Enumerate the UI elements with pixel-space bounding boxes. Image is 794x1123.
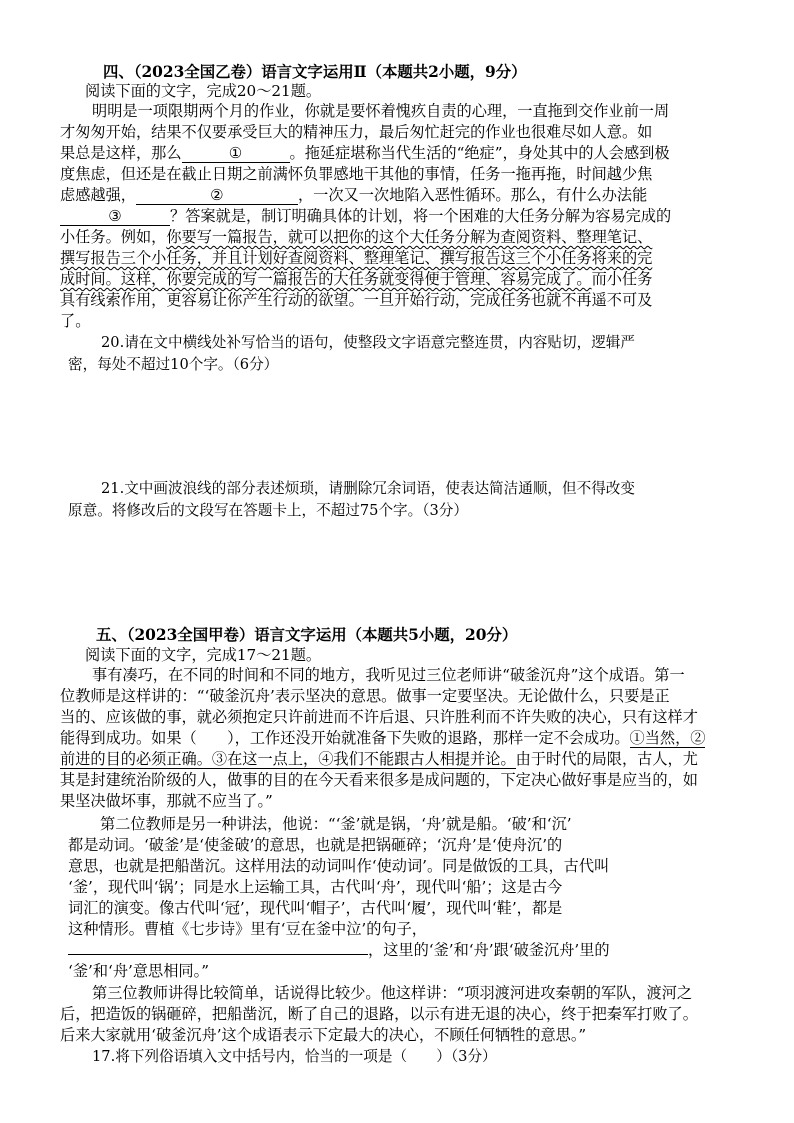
- passage-line: [60, 269, 652, 289]
- passage-line: 其是封建统治阶级的人，做事的目的在今天看来很多是成问题的，下定决心做好事是应当的，如: [60, 771, 698, 789]
- passage-line: [60, 728, 705, 748]
- passage-line: 这种情形。曹植《七步诗》里有‘豆在釜中泣’的句子，: [68, 920, 427, 938]
- section5-heading: 五、（2023全国甲卷）语言文字运用（本题共5小题，20分）: [96, 626, 518, 644]
- passage-line: ‘釜’，现代叫‘锅’；同是水上运输工具，古代叫‘舟’，现代叫‘船’；这是古今: [68, 878, 563, 896]
- question-21-cont: 原意。将修改后的文段写在答题卡上，不超过75个字。（3分）: [68, 502, 468, 519]
- passage-line: 具有线索作用，更容易让你产生行动的欲望。一旦开始行动，完成任务也就不再遥不可及: [60, 291, 653, 309]
- passage-line: 事有凑巧，在不同的时间和不同的地方，我听见过三位老师讲“破釜沉舟”这个成语。第一: [92, 666, 685, 684]
- passage-line: 后，把造饭的锅砸碎，把船凿沉，断了自己的退路，以示有进无退的决心，终于把秦军打败了。: [60, 1005, 698, 1023]
- passage-text: ，一次又一次地陷入恶性循环。那么，有什么办法能: [297, 186, 648, 204]
- underlined-text: ①当然，②: [629, 729, 706, 747]
- wavy-underlined-text: 成时间。这样，你要完成的写一篇报告的大任务就变得便于管理、容易完成了。: [60, 270, 592, 288]
- passage-line: 位教师是这样讲的：“‘破釜沉舟’表示坚决的意思。做事一定要坚决。无论做什么，只要是正: [60, 687, 670, 705]
- section5-intro: 阅读下面的文字，完成17～21题。: [85, 646, 322, 664]
- blank-2[interactable]: ②: [136, 186, 298, 205]
- passage-text: 而小任务: [591, 270, 653, 288]
- passage-line: 词汇的演变。像古代叫‘冠’，现代叫‘帽子’，古代叫‘履’，现代叫‘鞋’，都是: [68, 899, 563, 917]
- passage-text: 能得到成功。如果（ ），工作还没开始就准备下失败的退路，那样一定不会成功。: [60, 729, 630, 747]
- passage-line: 当的、应该做的事，就必须抱定只许前进而不许后退、只许胜利而不许失败的决心，只有这样才: [60, 708, 698, 726]
- blank-3[interactable]: ③: [60, 207, 170, 226]
- blank-1[interactable]: ①: [182, 144, 290, 163]
- passage-text: ，这里的‘釜’和‘舟’跟‘破釜沉舟’里的: [368, 941, 610, 959]
- passage-line: ‘釜’和‘舟’意思相同。”: [68, 962, 209, 980]
- passage-line: [68, 940, 610, 960]
- passage-text: ？答案就是，制订明确具体的计划，将一个困难的大任务分解为容易完成的: [170, 207, 672, 225]
- section4-intro: 阅读下面的文字，完成20～21题。: [85, 82, 322, 100]
- passage-line: 才匆匆开始，结果不仅要承受巨大的精神压力，最后匆忙赶完的作业也很难尽如人意。如: [60, 123, 653, 141]
- passage-line: 第三位教师讲得比较简单，话说得比较少。他这样讲：“项羽渡河进攻秦朝的军队，渡河之: [92, 984, 693, 1002]
- wavy-underlined-text: 撰写报告三个小任务，并且计划好查阅资料、整理笔记、撰写报告这三个小任务将来的完: [60, 249, 653, 267]
- passage-text: 小任务。例如，: [60, 228, 167, 246]
- passage-line: 度焦虑，但还是在截止日期之前满怀负罪感地干其他的事情，任务一拖再拖，时间越少焦: [60, 165, 653, 183]
- passage-line: 都是动词。‘破釜’是‘使釜破’的意思，也就是把锅砸碎；‘沉舟’是‘使舟沉’的: [68, 836, 563, 854]
- question-20-cont: 密，每处不超过10个字。（6分）: [68, 356, 279, 373]
- passage-line: 后来大家就用‘破釜沉舟’这个成语表示下定最大的决心，不顾任何牺牲的意思。”: [60, 1026, 587, 1044]
- passage-text: 。拖延症堪称当代生活的“绝症”，身处其中的人会感到极: [289, 144, 670, 162]
- passage-line: [60, 206, 671, 226]
- question-20: 20.请在文中横线处补写恰当的语句，使整段文字语意完整连贯，内容贴切，逻辑严: [101, 334, 635, 351]
- passage-line: 第二位教师是另一种讲法，他说：“‘釜’就是锅，‘舟’就是船。‘破’和‘沉’: [100, 815, 572, 833]
- passage-line: 了。: [60, 312, 91, 330]
- passage-line: [60, 227, 652, 247]
- passage-line: [60, 248, 652, 268]
- section4-heading: 四、（2023全国乙卷）语言文字运用Ⅱ（本题共2小题，9分）: [103, 63, 527, 81]
- passage-text: 虑感越强，: [60, 186, 136, 204]
- passage-line: 果坚决做坏事，那就不应当了。”: [60, 792, 273, 810]
- passage-text: 由于时代的局限，古人，尤: [515, 750, 698, 768]
- passage-line: [60, 185, 647, 205]
- passage-text: 果总是这样，那么: [60, 144, 182, 162]
- question-17: 17.将下列俗语填入文中括号内，恰当的一项是（ ）（3分）: [92, 1048, 497, 1065]
- passage-line: 明明是一项限期两个月的作业，你就是要怀着愧疚自责的心理，一直拖到交作业前一周: [92, 102, 670, 120]
- passage-line: [60, 749, 698, 769]
- wavy-underlined-text: 你要写一篇报告，就可以把你的这个大任务分解为查阅资料、整理笔记、: [166, 228, 653, 246]
- underlined-text: 前进的目的必须正确。③在这一点上，④我们不能跟古人相提并论。: [60, 750, 516, 768]
- passage-line: [60, 143, 670, 163]
- question-21: 21.文中画波浪线的部分表述烦琐，请删除冗余词语，使表达简洁通顺，但不得改变: [101, 480, 635, 497]
- passage-line: 意思，也就是把船凿沉。这样用法的动词叫作‘使动词’。同是做饭的工具，古代叫: [68, 857, 610, 875]
- answer-blank[interactable]: [68, 954, 368, 955]
